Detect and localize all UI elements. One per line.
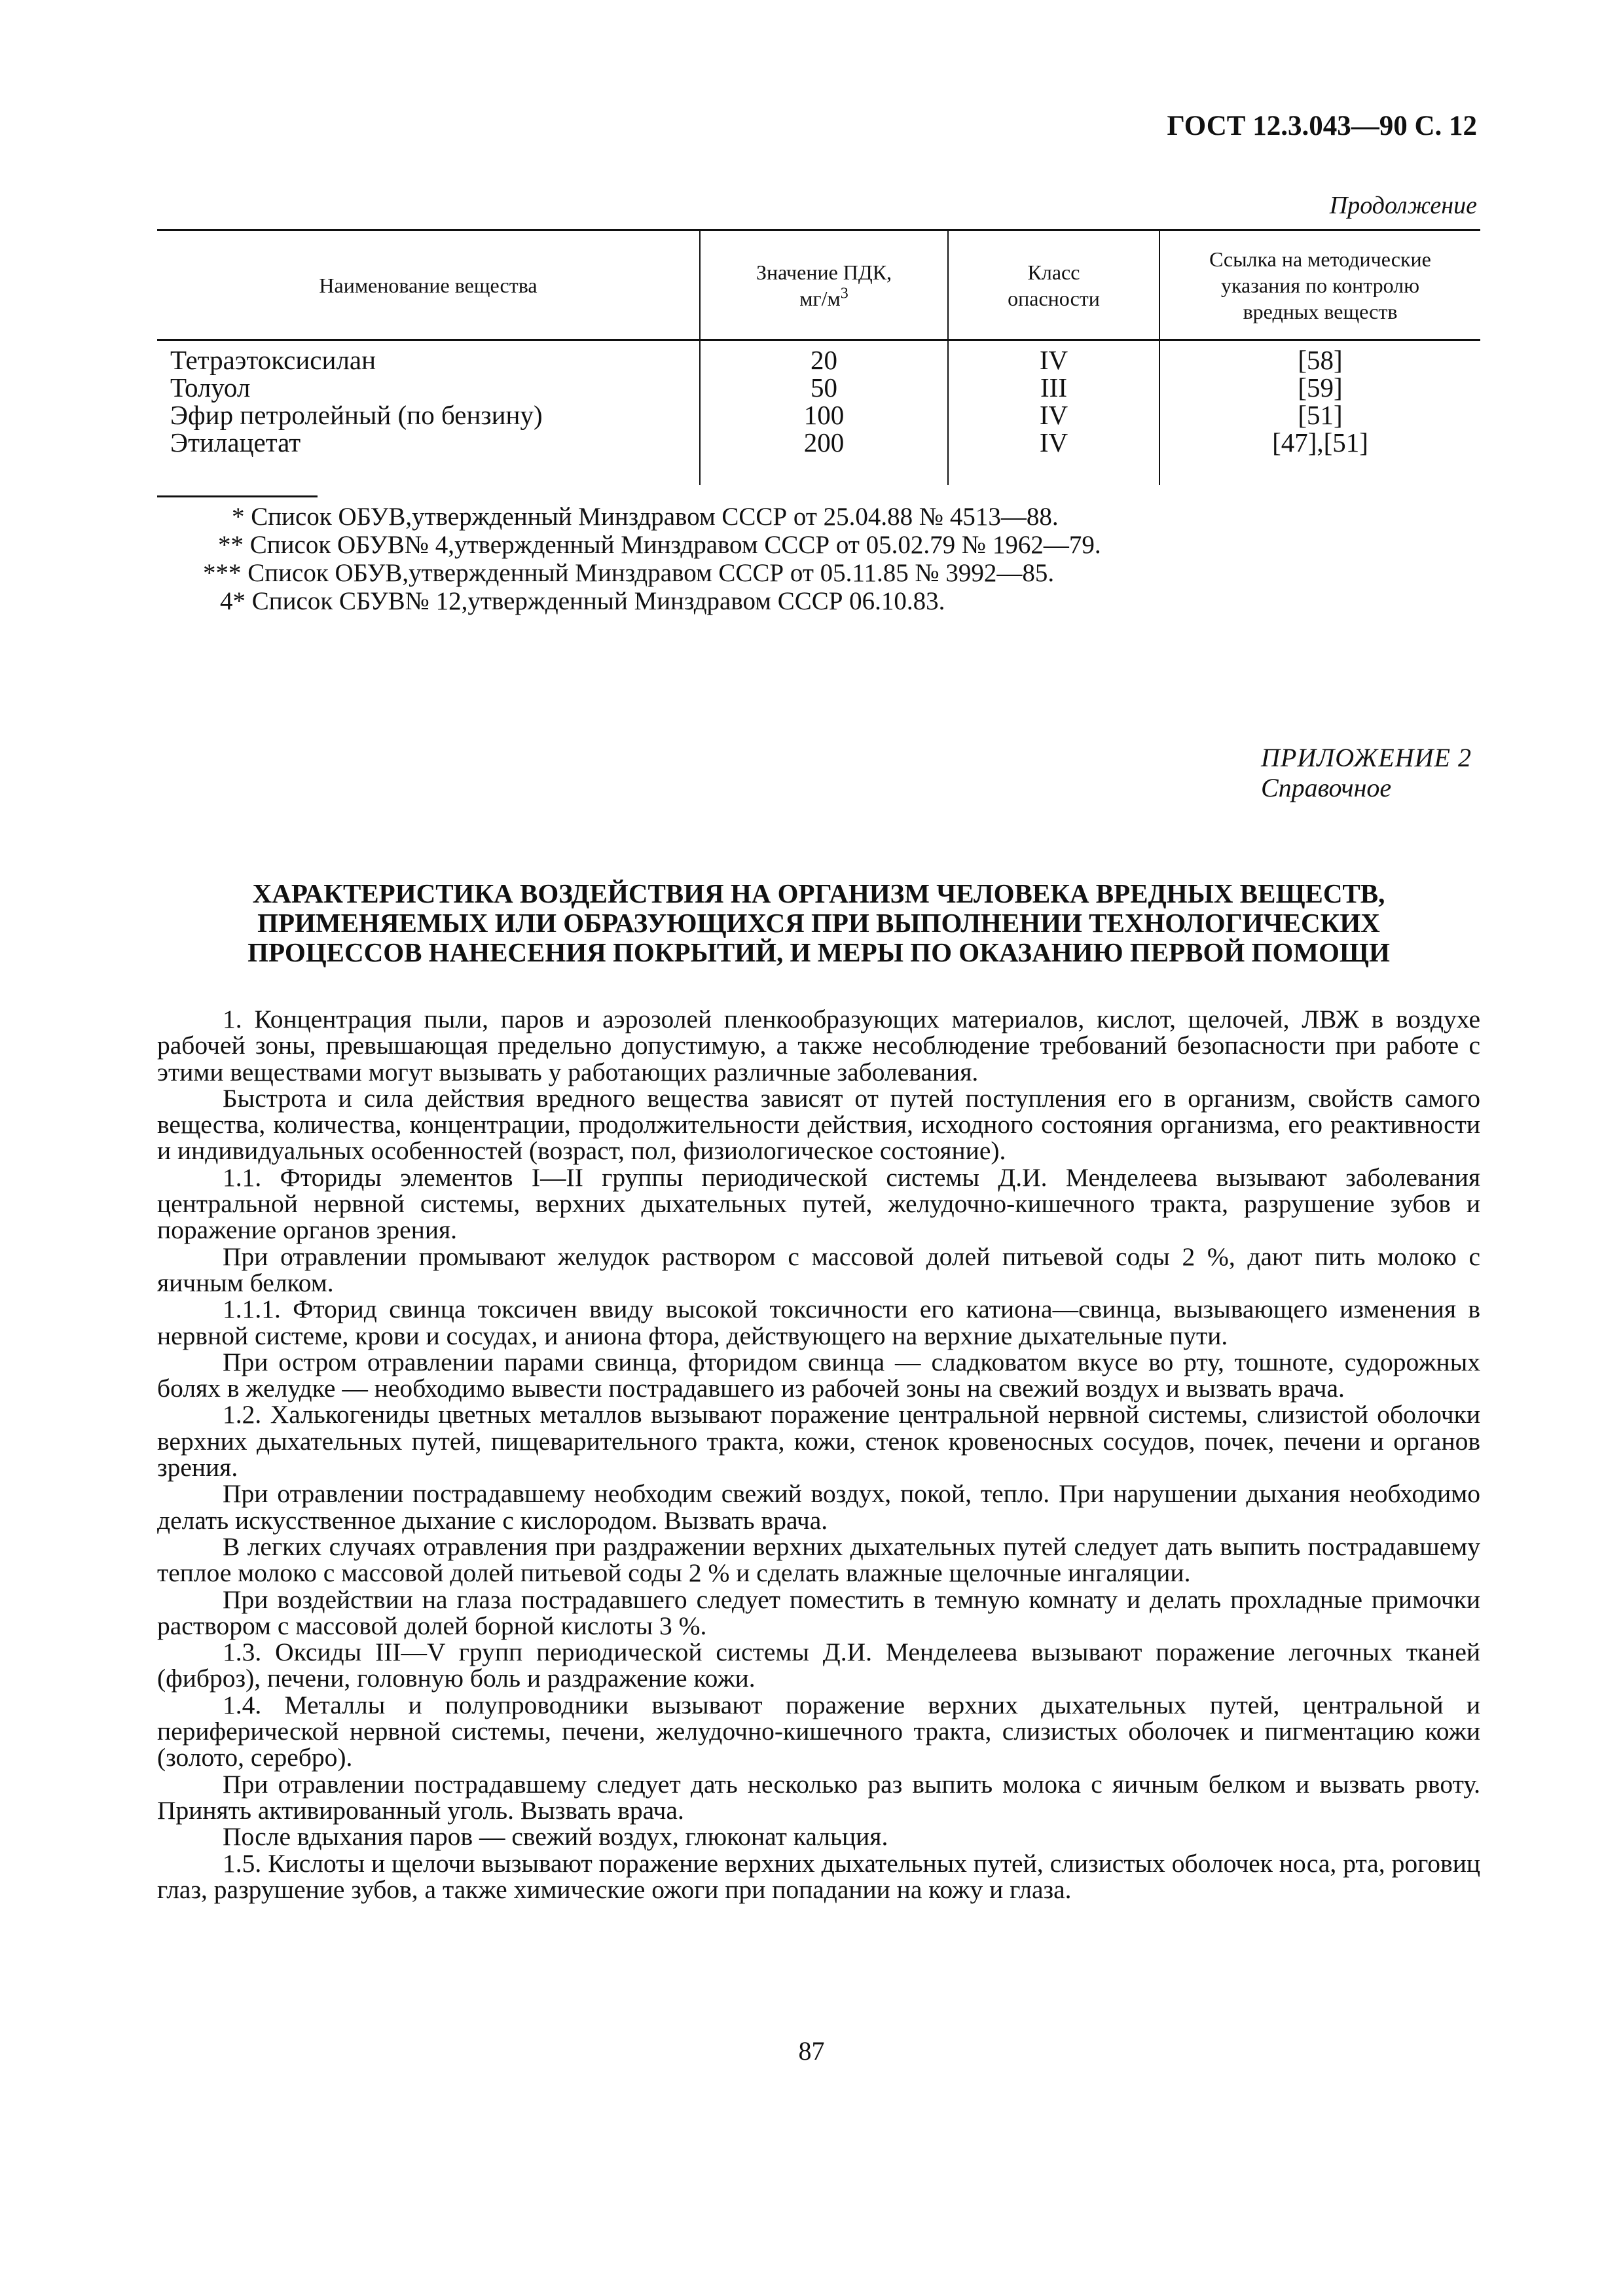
- column-header-pdk-line1: Значение ПДК,: [756, 260, 892, 284]
- document-header: ГОСТ 12.3.043—90 С. 12: [1167, 111, 1477, 141]
- column-header-reference-line2: указания по контролю: [1220, 273, 1420, 297]
- substance-name-cell: Тетраэтоксисилан: [170, 345, 376, 375]
- footnote-text: Список ОБУВ№ 4,утвержденный Минздравом СССР от 05.02.79 № 1962—79.: [249, 531, 1101, 559]
- pdk-value-cell: 20: [700, 340, 948, 374]
- reference-cell: [47],[51]: [1159, 429, 1480, 485]
- footnote-mark: **: [218, 531, 250, 559]
- table-row: [157, 429, 1480, 485]
- hazard-class-cell: III: [948, 374, 1159, 401]
- substances-table: [157, 229, 1480, 485]
- column-header-reference-line3: вредных веществ: [1243, 299, 1398, 323]
- substance-name-cell: Этилацетат: [170, 427, 301, 457]
- reference-cell: [58]: [1159, 340, 1480, 374]
- footnote-text: Список СБУВ№ 12,утвержденный Минздравом СССР 06.10.83.: [251, 587, 945, 615]
- paragraph: 1.1.1. Фторид свинца токсичен ввиду высокой токсичности его катиона—свинца, вызывающего изменения в нервной системе, крови и сосудах, и аниона фтора, действующего на верхние дыхательные пути.: [157, 1295, 1480, 1350]
- column-header-class: [948, 230, 1159, 340]
- body-text: [157, 1006, 1480, 1903]
- column-header-reference-line1: Ссылка на методические: [1209, 247, 1431, 271]
- footnote-text: Список ОБУВ,утвержденный Минздравом СССР от 05.11.85 № 3992—85.: [247, 559, 1055, 587]
- column-header-name-text: Наименование вещества: [319, 273, 538, 297]
- section-title-line: ПРОЦЕССОВ НАНЕСЕНИЯ ПОКРЫТИЙ, И МЕРЫ ПО ОКАЗАНИЮ ПЕРВОЙ ПОМОЩИ: [247, 937, 1390, 967]
- table-row: [157, 374, 1480, 401]
- reference-cell: [51]: [1159, 401, 1480, 429]
- footnote-mark: 4*: [220, 587, 252, 615]
- appendix-title: ПРИЛОЖЕНИЕ 2: [1261, 743, 1472, 772]
- paragraph: 1.2. Халькогениды цветных металлов вызывают поражение центральной нервной системы, слизистой оболочки верхних дыхательных путей, пищеварительного тракта, кожи, стенок кровеносных сосудов, почек, печени и органов зрения.: [157, 1400, 1480, 1482]
- hazard-class-cell: IV: [948, 340, 1159, 374]
- section-title-line: ПРИМЕНЯЕМЫХ ИЛИ ОБРАЗУЮЩИХСЯ ПРИ ВЫПОЛНЕНИИ ТЕХНОЛОГИЧЕСКИХ: [257, 908, 1380, 938]
- substance-name-cell: Толуол: [170, 372, 251, 403]
- column-header-class-line1: Класс: [1027, 260, 1080, 284]
- footnote: [196, 559, 1101, 587]
- paragraph: 1.1. Фториды элементов I—II группы периодической системы Д.И. Менделеева вызывают заболевания центральной нервной системы, верхних дыхательных путей, желудочно-кишечного тракта, разрушение зубов и поражение органов зрения.: [157, 1162, 1480, 1245]
- column-header-reference: [1159, 230, 1480, 340]
- column-header-pdk-line2: мг/м: [799, 286, 841, 310]
- section-title-line: ХАРАКТЕРИСТИКА ВОЗДЕЙСТВИЯ НА ОРГАНИЗМ ЧЕЛОВЕКА ВРЕДНЫХ ВЕЩЕСТВ,: [252, 878, 1385, 908]
- table-row: [157, 340, 1480, 374]
- paragraph: 1.4. Металлы и полупроводники вызывают поражение верхних дыхательных путей, центральной и периферической нервной системы, печени, желудочно-кишечного тракта, слизистых оболочек и пигментацию кожи (золото, серебро).: [157, 1690, 1480, 1772]
- paragraph: После вдыхания паров — свежий воздух, глюконат кальция.: [223, 1822, 888, 1852]
- paragraph: При воздействии на глаза пострадавшего следует поместить в темную комнату и делать прохладные примочки раствором с массовой долей борной кислоты 3 %.: [157, 1585, 1480, 1640]
- reference-cell: [59]: [1159, 374, 1480, 401]
- table-row: [157, 401, 1480, 429]
- paragraph: 1.3. Оксиды III—V групп периодической системы Д.И. Менделеева вызывают поражение легочных тканей (фиброз), печени, головную боль и раздражение кожи.: [157, 1638, 1480, 1693]
- hazard-class-cell: IV: [948, 401, 1159, 429]
- footnote-text: Список ОБУВ,утвержденный Минздравом СССР от 25.04.88 № 4513—88.: [251, 503, 1059, 531]
- paragraph: При остром отравлении парами свинца, фторидом свинца — сладковатом вкусе во рту, тошноте, судорожных болях в желудке — необходимо вывести пострадавшего из рабочей зоны на свежий воздух и вызвать врача.: [157, 1347, 1480, 1403]
- column-header-pdk: [700, 230, 948, 340]
- appendix-subtitle: Справочное: [1261, 773, 1392, 802]
- paragraph: 1. Концентрация пыли, паров и аэрозолей пленкообразующих материалов, кислот, щелочей, ЛВЖ в воздухе рабочей зоны, превышающая предельно допустимую, а также несоблюдение требований безопасности при работе с этими веществами могут вызывать у работающих различные заболевания.: [157, 1005, 1480, 1086]
- table-continuation-label: Продолжение: [1329, 192, 1477, 219]
- footnote: [196, 531, 1101, 559]
- column-header-class-line2: опасности: [1008, 286, 1100, 310]
- pdk-value-cell: 100: [700, 401, 948, 429]
- footnote-mark: *: [232, 503, 251, 531]
- footnotes: [196, 503, 1101, 615]
- footnote: [196, 503, 1101, 531]
- appendix-label: [1261, 743, 1472, 803]
- paragraph: При отравлении пострадавшему необходим свежий воздух, покой, тепло. При нарушении дыхания необходимо делать искусственное дыхание с кислородом. Вызвать врача.: [157, 1479, 1480, 1535]
- pdk-value-cell: 200: [700, 429, 948, 485]
- paragraph: При отравлении пострадавшему следует дать несколько раз выпить молока с яичным белком и вызвать рвоту. Принять активированный уголь. Вызвать врача.: [157, 1769, 1480, 1825]
- paragraph: Быстрота и сила действия вредного вещества зависят от путей поступления его в организм, свойств самого вещества, количества, концентрации, продолжительности действия, исходного состояния организма, его реактивности и индивидуальных особенностей (возраст, пол, физиологическое состояние).: [157, 1083, 1480, 1166]
- paragraph: В легких случаях отравления при раздражении верхних дыхательных путей следует дать выпить пострадавшему теплое молоко с массовой долей питьевой соды 2 % и сделать влажные щелочные ингаляции.: [157, 1532, 1480, 1588]
- footnote-mark: ***: [203, 559, 248, 587]
- paragraph: 1.5. Кислоты и щелочи вызывают поражение верхних дыхательных путей, слизистых оболочек носа, рта, роговиц глаз, разрушение зубов, а также химические ожоги при попадании на кожу и глаза.: [157, 1848, 1480, 1904]
- column-header-name: [157, 230, 700, 340]
- footnote-divider: [157, 495, 318, 497]
- page-number: 87: [798, 2036, 825, 2066]
- substance-name-cell: Эфир петролейный (по бензину): [170, 400, 543, 430]
- table-header-row: [157, 230, 1480, 340]
- section-title: [157, 879, 1480, 967]
- paragraph: При отравлении промывают желудок раствором с массовой долей питьевой соды 2 %, дают пить молоко с яичным белком.: [157, 1242, 1480, 1297]
- column-header-pdk-exponent: 3: [840, 284, 848, 302]
- hazard-class-cell: IV: [948, 429, 1159, 485]
- pdk-value-cell: 50: [700, 374, 948, 401]
- footnote: [196, 587, 1101, 615]
